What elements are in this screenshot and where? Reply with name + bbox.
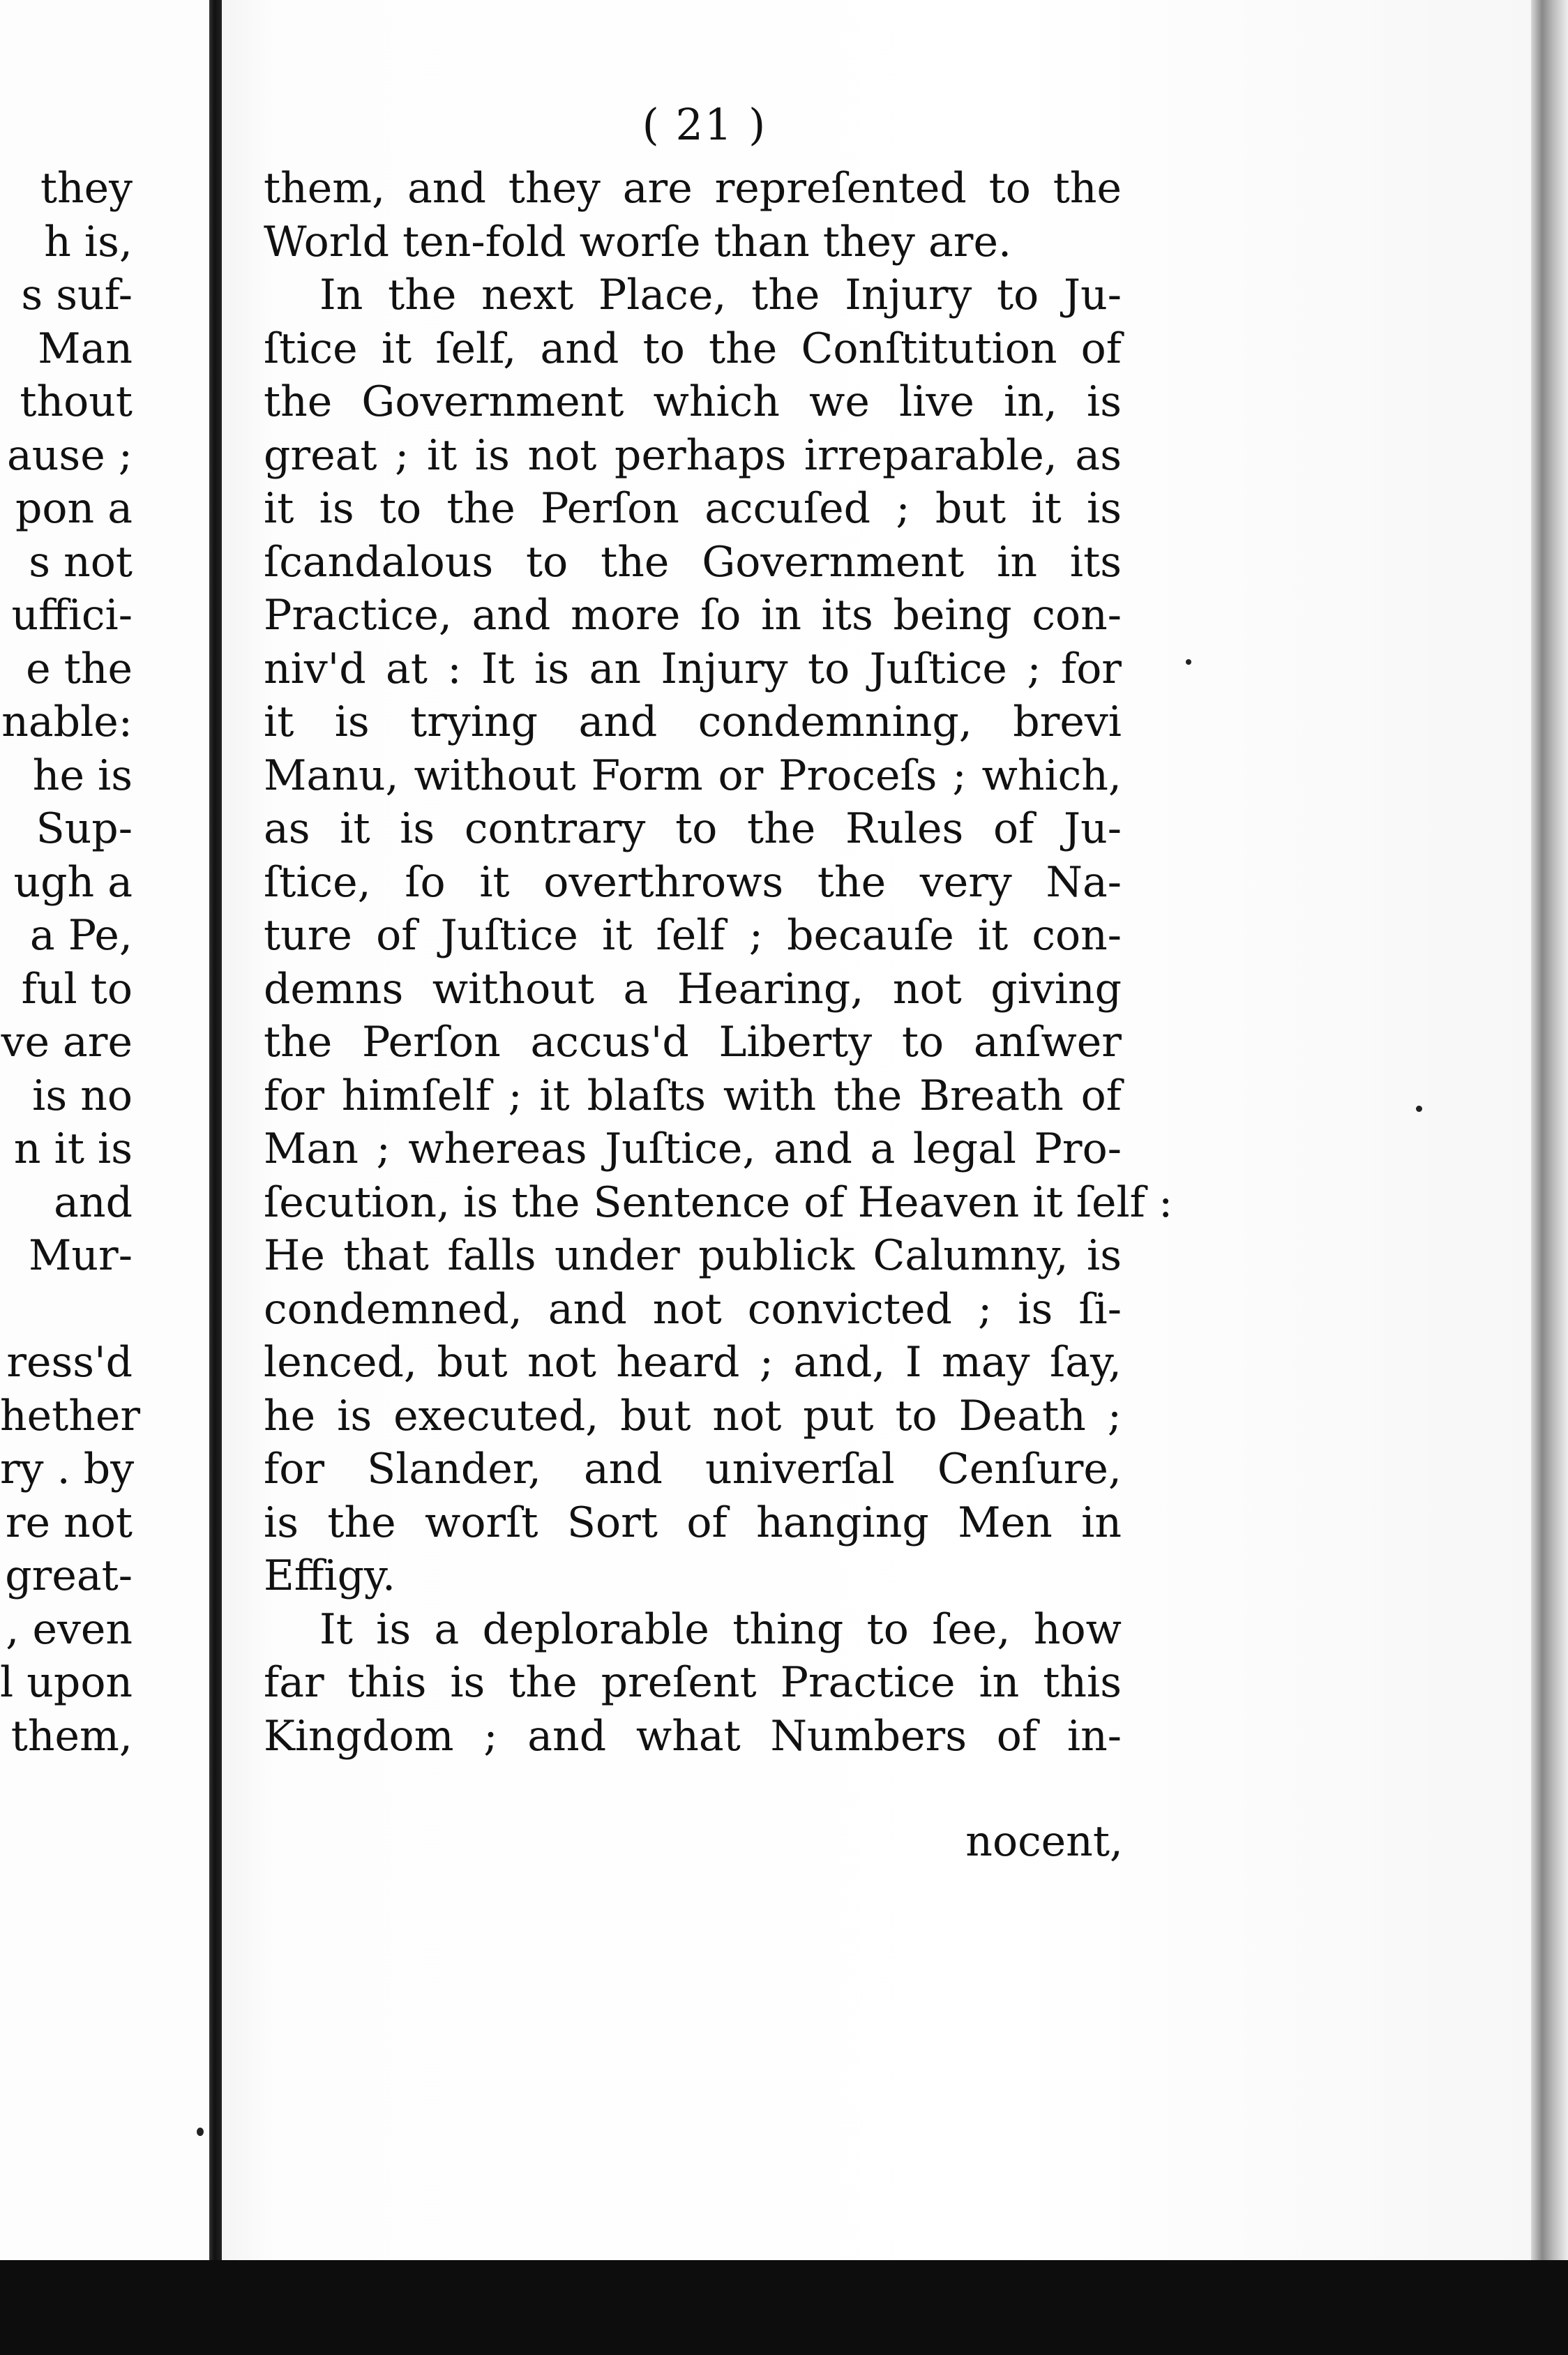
- page-edge: [1531, 0, 1568, 2260]
- text-line: Manu, without Form or Proceſs ; which,: [264, 751, 1122, 800]
- left-page-line: ry . by: [0, 1445, 135, 1493]
- page-number-heading: ( 21 ): [642, 99, 767, 150]
- left-page-line: n it is: [13, 1124, 133, 1173]
- text-line: ſecution, is the Sentence of Heaven it ſelf :: [264, 1178, 1173, 1227]
- text-line: condemned, and not convicted ; is ſi-: [264, 1284, 1122, 1334]
- left-page-line: hether: [0, 1391, 141, 1440]
- left-page-line: ve are: [1, 1018, 133, 1067]
- left-page-line: them,: [10, 1711, 133, 1761]
- text-line: he is executed, but not put to Death ;: [264, 1391, 1122, 1440]
- left-page-line: l upon: [0, 1658, 133, 1707]
- left-page-line: h is,: [44, 217, 133, 266]
- left-page-line: Mur-: [28, 1231, 133, 1280]
- left-page-line: nable:: [1, 698, 133, 746]
- text-line: for Slander, and univerſal Cenſure,: [264, 1445, 1122, 1493]
- left-page-line: and: [54, 1178, 133, 1227]
- left-page-fragment: [0, 0, 209, 2260]
- ink-speck: [197, 2128, 204, 2136]
- scan-bottom-border: [0, 2260, 1568, 2355]
- left-page-line: s suf-: [21, 271, 133, 319]
- text-line: the Government which we live in, is: [264, 377, 1122, 426]
- left-page-line: a Pe,: [29, 911, 133, 960]
- text-line: great ; it is not perhaps irreparable, as: [264, 430, 1122, 480]
- text-line: Effigy.: [264, 1551, 396, 1600]
- left-page-line: ress'd: [6, 1338, 133, 1387]
- text-line: In the next Place, the Injury to Ju-: [319, 271, 1122, 319]
- text-line: Kingdom ; and what Numbers of in-: [264, 1711, 1122, 1761]
- text-line: It is a deplorable thing to ſee, how: [319, 1604, 1122, 1654]
- left-page-line: Sup-: [36, 804, 133, 853]
- left-page-line: uffici-: [11, 591, 133, 640]
- text-line: World ten-fold worſe than they are.: [264, 217, 1012, 266]
- text-line: Man ; whereas Juſtice, and a legal Pro-: [264, 1124, 1122, 1173]
- text-line: He that falls under publick Calumny, is: [264, 1231, 1122, 1280]
- left-page-line: ause ;: [7, 430, 133, 480]
- text-line: ſcandalous to the Government in its: [264, 537, 1122, 587]
- left-page-line: great-: [5, 1551, 133, 1600]
- left-page-text-column: [0, 162, 141, 1763]
- text-line: ture of Juſtice it ſelf ; becauſe it con-: [264, 911, 1122, 960]
- left-page-line: he is: [32, 751, 133, 800]
- ink-speck: [1186, 659, 1191, 665]
- text-line: Practice, and more ſo in its being con-: [264, 591, 1122, 640]
- left-page-line: they: [40, 164, 133, 213]
- text-line: for himſelf ; it blaſts with the Breath of: [264, 1071, 1122, 1120]
- left-page-line: ful to: [21, 964, 133, 1014]
- book-gutter: [209, 0, 222, 2260]
- text-line: is the worſt Sort of hanging Men in: [264, 1498, 1122, 1547]
- left-page-line: e the: [26, 644, 133, 693]
- text-line: demns without a Hearing, not giving: [264, 964, 1122, 1014]
- text-line: niv'd at : It is an Injury to Juſtice ; for: [264, 644, 1122, 693]
- left-page-line: re not: [5, 1498, 133, 1547]
- catchword: nocent,: [965, 1817, 1123, 1866]
- text-line: lenced, but not heard ; and, I may ſay,: [264, 1338, 1122, 1387]
- text-line: them, and they are repreſented to the: [264, 164, 1122, 213]
- text-line: ſtice, ſo it overthrows the very Na-: [264, 857, 1122, 907]
- text-line: as it is contrary to the Rules of Ju-: [264, 804, 1122, 853]
- left-page-line: [0, 1283, 133, 1337]
- left-page-line: pon a: [15, 484, 133, 533]
- left-page-line: Man: [38, 324, 133, 373]
- left-page-line: s not: [29, 537, 133, 587]
- text-line: far this is the preſent Practice in this: [264, 1658, 1122, 1707]
- left-page-line: is no: [32, 1071, 133, 1120]
- text-line: the Perſon accus'd Liberty to anſwer: [264, 1018, 1122, 1067]
- ink-speck: [1416, 1106, 1422, 1112]
- text-line: it is trying and condemning, brevi: [264, 698, 1122, 746]
- text-line: ſtice it ſelf, and to the Conſtitution of: [264, 324, 1122, 373]
- left-page-line: thout: [20, 377, 133, 426]
- left-page-line: , even: [6, 1604, 133, 1654]
- left-page-line: ugh a: [13, 857, 133, 907]
- main-text-block: [264, 162, 1173, 1763]
- text-line: it is to the Perſon accuſed ; but it is: [264, 484, 1122, 533]
